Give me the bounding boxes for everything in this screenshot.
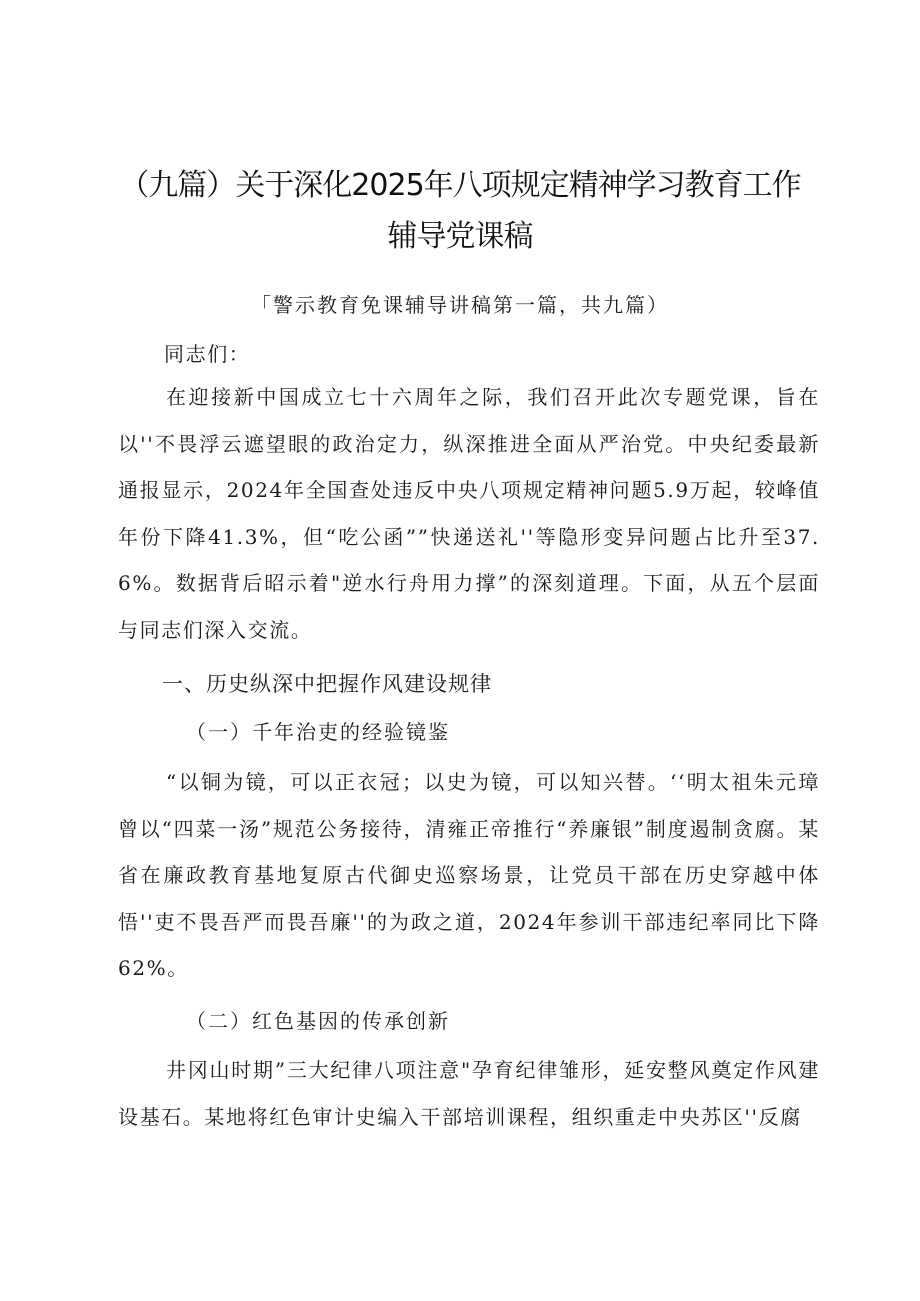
section-heading-1: 一、历史纵深中把握作风建设规律 <box>162 672 492 696</box>
paragraph-history: “以铜为镜，可以正衣冠；以史为镜，可以知兴替。‘‘明太祖朱元璋曾以“四菜一汤”规范公务接待，清雍正帝推行“养廉银”制度遏制贪腐。某省在廉政教育基地复原古代御史巡察场景，让党员干部在历史穿越中体悟''吏不畏吾严而畏吾廉''的为政之道，2024年参训干部违纪率同比下降62%。 <box>118 770 820 980</box>
document-title-line1: （九篇）关于深化2025年八项规定精神学习教育工作 <box>119 168 801 203</box>
document-subtitle: 「警示教育免课辅导讲稿第一篇，共九篇） <box>251 293 669 317</box>
subsection-heading-2: （二）红色基因的传承创新 <box>186 1009 450 1033</box>
salutation: 同志们： <box>164 342 251 366</box>
paragraph-red-gene: 井冈山时期”三大纪律八项注意"孕育纪律雏形，延安整风奠定作风建设基石。某地将红色审计史编入干部培训课程，组织重走中央苏区''反腐 <box>118 1058 820 1129</box>
paragraph-intro: 在迎接新中国成立七十六周年之际，我们召开此次专题党课，旨在以''不畏浮云遮望眼的政治定力，纵深推进全面从严治党。中央纪委最新通报显示，2024年全国查处违反中央八项规定精神问题5.9万起，较峰值年份下降41.3%，但“吃公函””快递送礼''等隐形变异问题占比升至37.6%。数据背后昭示着"逆水行舟用力撑”的深刻道理。下面，从五个层面与同志们深入交流。 <box>118 385 820 642</box>
document-title-line2: 辅导党课稿 <box>387 219 533 254</box>
subsection-heading-1: （一）千年治吏的经验镜鉴 <box>186 720 450 744</box>
